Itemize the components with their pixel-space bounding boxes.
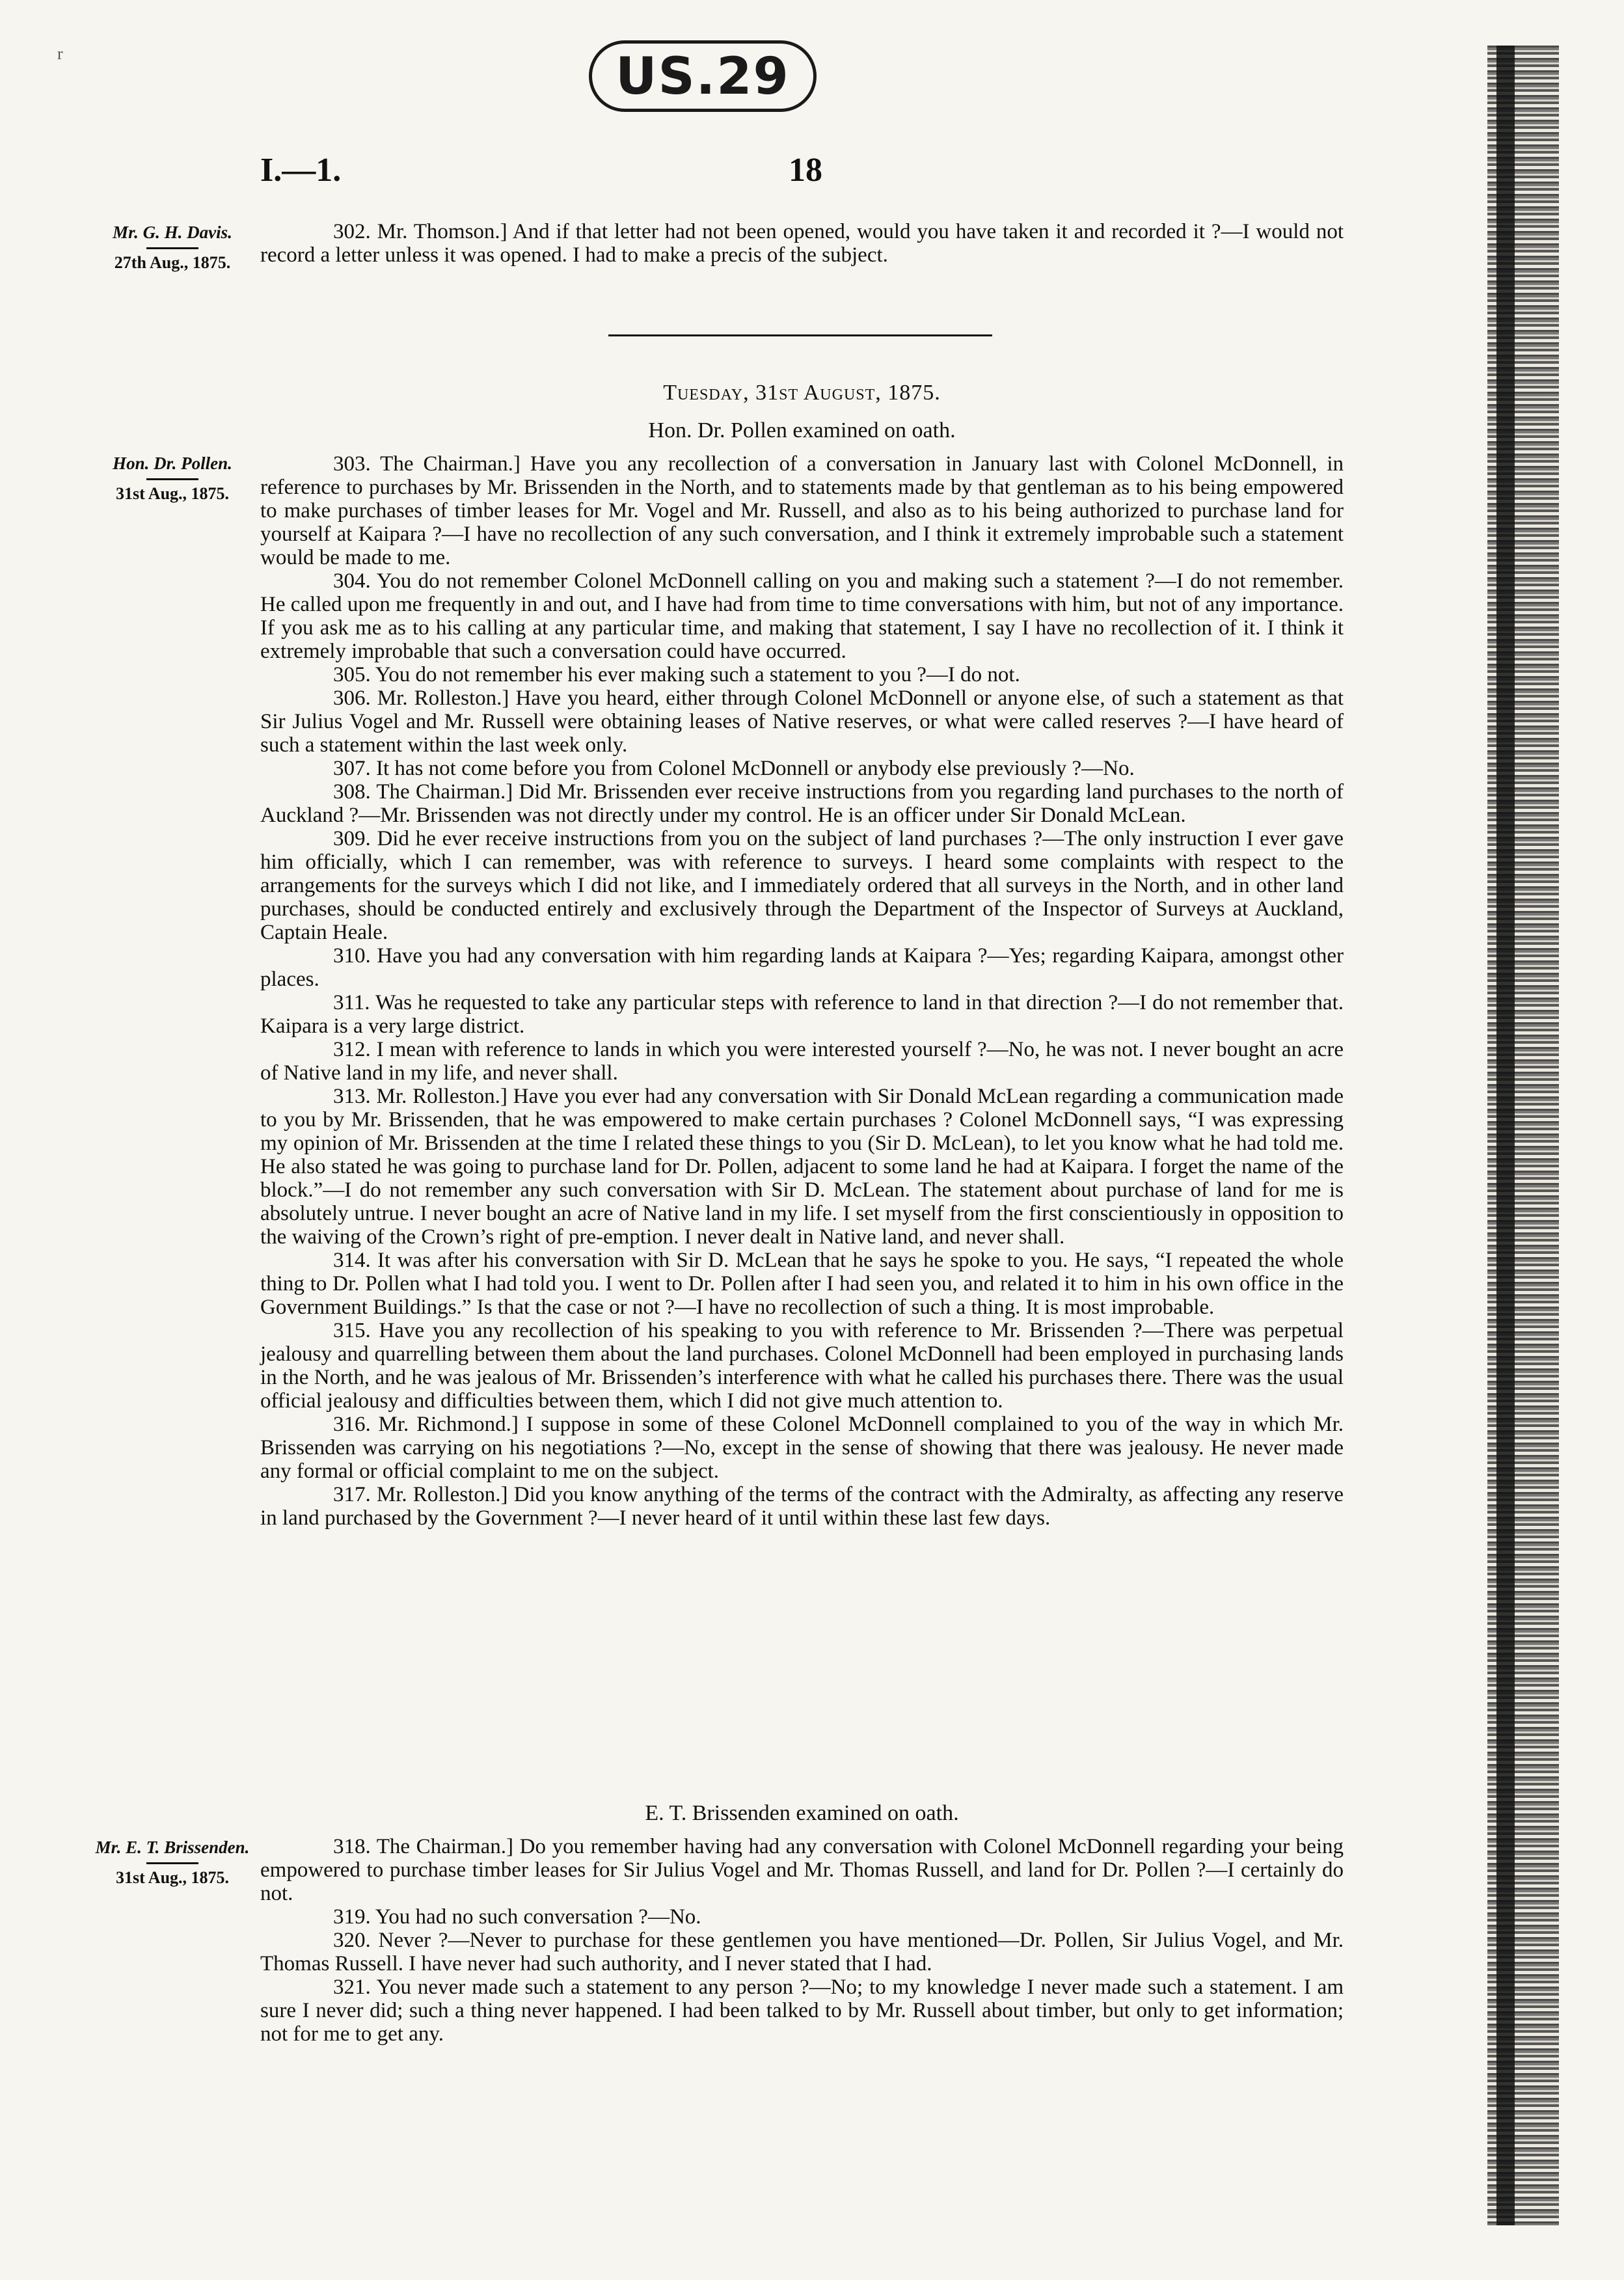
question-317: 317. Mr. Rolleston.] Did you know anything of the terms of the contract with the Admiralty, as affecting any reserve in land purchased by the Government ?—I never heard of it until within these last few days. <box>260 1483 1344 1530</box>
question-315: 315. Have you any recollection of his speaking to you with reference to Mr. Brissenden ?—There was perpetual jealousy and quarrelling between them about the land purchases. Colonel McDonnell had been employed in purchasing lands in the North, and he was jealous of Mr. Brissenden’s interference with what he called his purchases there. There was the usual official jealousy and difficulties between them, which I did not give much attention to. <box>260 1319 1344 1413</box>
witness-name: Mr. G. H. Davis. <box>113 223 232 242</box>
question-309: 309. Did he ever receive instructions from you on the subject of land purchases ?—The only instruction I ever gave him officially, which I can remember, was with reference to surveys. I heard some complaints with respect to the arrangements for the surveys which I did not like, and I immediately ordered that all surveys in the North, and in other land purchases, should be conducted entirely and exclusively through the Department of the Inspector of Surveys at Auckland, Captain Heale. <box>260 827 1344 944</box>
question-310: 310. Have you had any conversation with him regarding lands at Kaipara ?—Yes; regarding Kaipara, amongst other places. <box>260 944 1344 991</box>
witness-date: 27th Aug., 1875. <box>114 253 231 272</box>
series-number: I.—1. <box>260 152 342 189</box>
margin-rule <box>146 1862 198 1864</box>
question-316: 316. Mr. Richmond.] I suppose in some of these Colonel McDonnell complained to you of the way in which Mr. Brissenden was carrying on his negotiations ?—No, except in the sense of showing that there was jealousy. He never made any formal or official complaint to me on the subject. <box>260 1413 1344 1483</box>
witness-name: Hon. Dr. Pollen. <box>113 454 232 473</box>
testimony-block-brissenden <box>260 1835 1344 2046</box>
question-304: 304. You do not remember Colonel McDonnell calling on you and making such a statement ?—I do not remember. He called upon me frequently in and out, and I have had from time to time conversations with him, but not of any importance. If you ask me as to his calling at any particular time, and making that statement, I say I have no recollection of it. I think it extremely improbable that such a conversation could have occurred. <box>260 569 1344 663</box>
witness-name: Mr. E. T. Brissenden. <box>95 1838 250 1857</box>
question-302: 302. Mr. Thomson.] And if that letter had not been opened, would you have taken it and recorded it ?—I would not record a letter unless it was opened. I had to make a precis of the subject. <box>260 220 1344 267</box>
margin-note-pollen <box>85 452 260 505</box>
margin-note-brissenden <box>85 1836 260 1889</box>
question-320: 320. Never ?—Never to purchase for these gentlemen you have mentioned—Dr. Pollen, Sir Julius Vogel, and Mr. Thomas Russell. I have never had such authority, and I never stated that I had. <box>260 1929 1344 1975</box>
section-separator <box>608 334 992 336</box>
question-319: 319. You had no such conversation ?—No. <box>333 1905 701 1929</box>
archive-stamp: US.29 <box>616 48 790 106</box>
question-318: 318. The Chairman.] Do you remember having had any conversation with Colonel McDonnell regarding your being empowered to purchase timber leases for Sir Julius Vogel and Mr. Thomas Russell, and land for Dr. Pollen ?—I certainly do not. <box>260 1835 1344 1905</box>
testimony-block-pollen <box>260 452 1344 1530</box>
margin-note-davis <box>85 221 260 274</box>
question-306: 306. Mr. Rolleston.] Have you heard, either through Colonel McDonnell or anyone else, of such a statement as that Sir Julius Vogel and Mr. Russell were obtaining leases of Native reserves, or what were called reserves ?—I have heard of such a statement within the last week only. <box>260 686 1344 757</box>
question-312: 312. I mean with reference to lands in which you were interested yourself ?—No, he was not. I never bought an acre of Native land in my life, and never shall. <box>260 1038 1344 1085</box>
witness-date: 31st Aug., 1875. <box>115 1868 230 1887</box>
question-307: 307. It has not come before you from Colonel McDonnell or anybody else previously ?—No. <box>333 757 1135 780</box>
testimony-block-davis <box>260 220 1344 267</box>
witness-date: 31st Aug., 1875. <box>115 484 230 503</box>
question-314: 314. It was after his conversation with Sir D. McLean that he says he spoke to you. He says, “I repeated the whole thing to Dr. Pollen what I had told you. I went to Dr. Pollen after I had seen you, and related it to him in his own office in the Government Buildings.” Is that the case or not ?—I have no recollection of such a thing. It is most improbable. <box>260 1249 1344 1319</box>
question-308: 308. The Chairman.] Did Mr. Brissenden ever receive instructions from you regarding land purchases to the north of Auckland ?—Mr. Brissenden was not directly under my control. He is an officer under Sir Donald McLean. <box>260 780 1344 827</box>
margin-rule <box>146 247 198 249</box>
question-313: 313. Mr. Rolleston.] Have you ever had any conversation with Sir Donald McLean regarding a communication made to you by Mr. Brissenden, that he was empowered to make certain purchases ? Colonel McDonnell says, “I was expressing my opinion of Mr. Brissenden at the time I related these things to you (Sir D. McLean), to let you know what he had told me. He also stated he was going to purchase land for Dr. Pollen, adjacent to some land he had at Kaipara. I forget the name of the block.”—I do not remember any such conversation with Sir D. McLean. The statement about purchase of land for me is absolutely untrue. I never bought an acre of Native land in my life. I set myself from the first conscientiously in opposition to the waiving of the Crown’s right of pre-emption. I never dealt in Native land, and never shall. <box>260 1085 1344 1249</box>
question-311: 311. Was he requested to take any particular steps with reference to land in that direction ?—I do not remember that. Kaipara is a very large district. <box>260 991 1344 1038</box>
question-303: 303. The Chairman.] Have you any recollection of a conversation in January last with Colonel McDonnell, in reference to purchases by Mr. Brissenden in the North, and to statements made by that gentleman as to his being empowered to make purchases of timber leases for Mr. Vogel and Mr. Russell, and also as to his being authorized to purchase land for yourself at Kaipara ?—I have no recollection of any such conversation, and I think it extremely improbable such a statement would be made to me. <box>260 452 1344 569</box>
pencil-mark: r <box>57 44 63 63</box>
margin-rule <box>146 478 198 480</box>
scan-edge-border <box>1496 46 1515 2225</box>
witness-heading-pollen: Hon. Dr. Pollen examined on oath. <box>648 418 956 442</box>
question-321: 321. You never made such a statement to any person ?—No; to my knowledge I never made such a statement. I am sure I never did; such a thing never happened. I had been talked to by Mr. Russell about timber, but only to get information; not for me to get any. <box>260 1975 1344 2046</box>
question-305: 305. You do not remember his ever making such a statement to you ?—I do not. <box>333 663 1020 686</box>
session-date: Tuesday, 31st August, 1875. <box>663 381 941 405</box>
page-number: 18 <box>789 152 822 189</box>
witness-heading-brissenden: E. T. Brissenden examined on oath. <box>645 1801 959 1825</box>
